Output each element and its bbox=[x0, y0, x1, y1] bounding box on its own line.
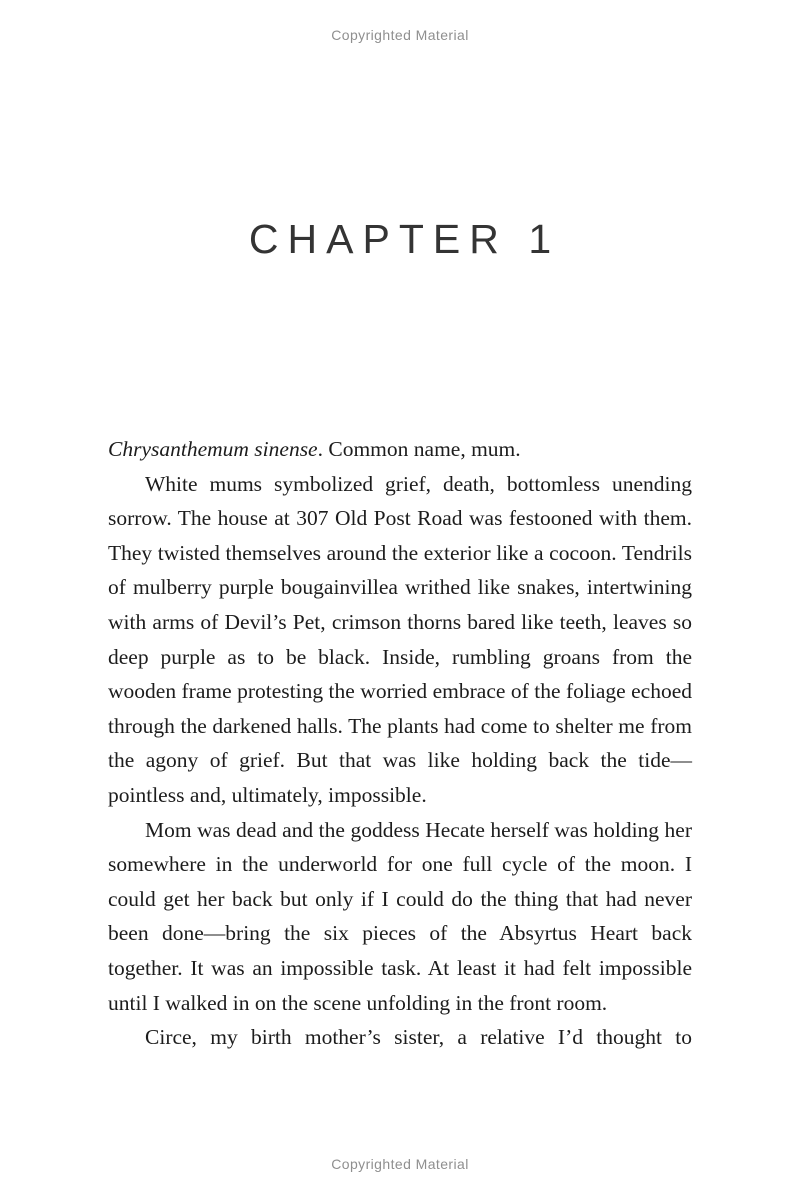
chapter-title: CHAPTER 1 bbox=[248, 216, 561, 262]
paragraph: Circe, my birth mother’s sister, a relative I’d thought to bbox=[145, 1025, 692, 1050]
paragraph: Mom was dead and the goddess Hecate herself was holding her somewhere in the underworld for one full cycle of the moon. I could get her back but only if I could do the thing that had never been done—bring the six pieces of the Absyrtus Heart back together. It was an impossible task. At least it had felt impossible until I walked in on the scene unfolding in the front room. bbox=[108, 817, 692, 1015]
body-text bbox=[108, 432, 692, 1055]
paragraph-opening bbox=[108, 432, 692, 467]
copyright-notice-bottom: Copyrighted Material bbox=[331, 1156, 469, 1172]
paragraph: White mums symbolized grief, death, bottomless unending sorrow. The house at 307 Old Post Road was festooned with them. They twisted themselves around the exterior like a cocoon. Tendrils of mulberry purple bougainvillea writhed like snakes, intertwining with arms of Devil’s Pet, crimson thorns bared like teeth, leaves so deep purple as to be black. Inside, rumbling groans from the wooden frame protesting the worried embrace of the foliage echoed through the darkened halls. The plants had come to shelter me from the agony of grief. But that was like holding back the tide—pointless and, ultimately, impossible. bbox=[108, 471, 692, 807]
copyright-notice-top: Copyrighted Material bbox=[331, 27, 469, 43]
latin-plant-name: Chrysanthemum sinense bbox=[108, 437, 318, 461]
opening-sentence-rest: . Common name, mum. bbox=[317, 437, 521, 461]
